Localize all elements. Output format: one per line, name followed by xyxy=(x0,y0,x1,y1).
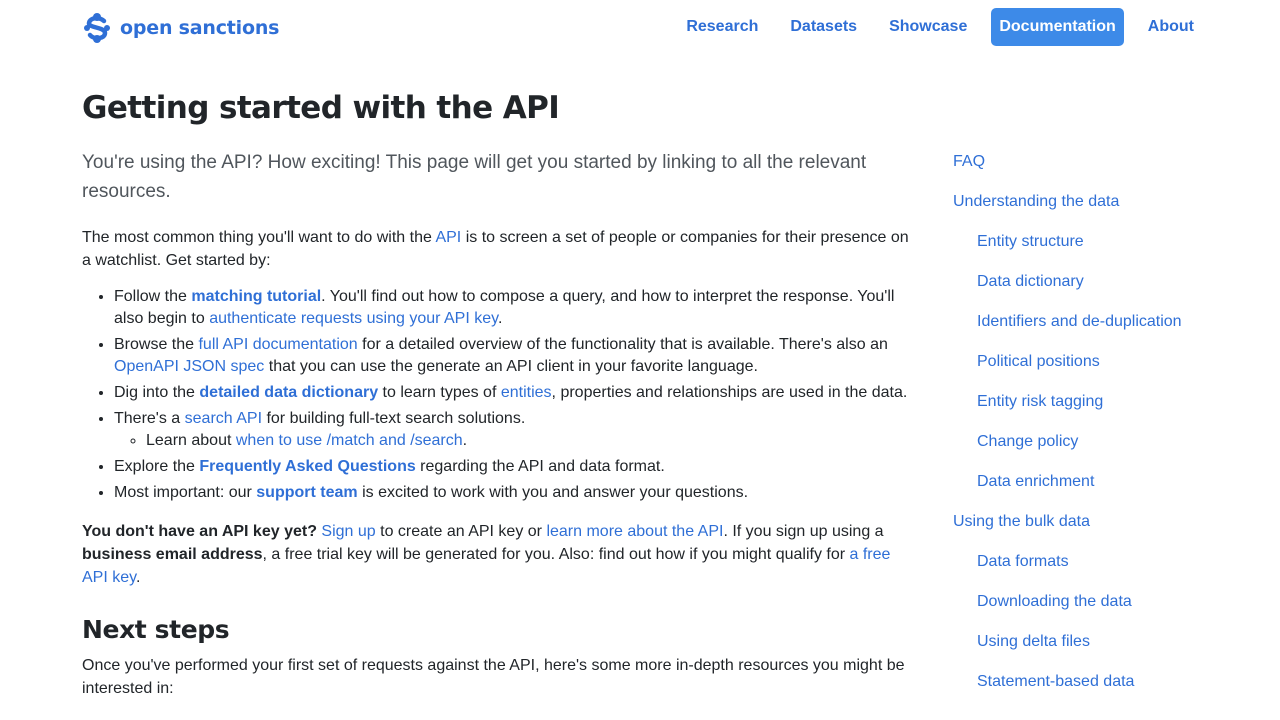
authenticate-requests-link[interactable]: authenticate requests using your API key xyxy=(209,310,498,327)
page-title: Getting started with the API xyxy=(82,90,560,126)
list-text: that you can use the generate an API client in your favorite language. xyxy=(264,358,758,375)
toc-change-policy[interactable]: Change policy xyxy=(977,433,1079,450)
search-api-link[interactable]: search API xyxy=(184,410,263,427)
site-header xyxy=(0,0,1280,60)
list-item xyxy=(114,408,917,452)
list-text: Explore the xyxy=(114,458,200,475)
nokey-text: , a free trial key will be generated for you. Also: find out how if you might qualify for xyxy=(262,546,850,563)
list-item xyxy=(146,430,917,452)
entities-link[interactable]: entities xyxy=(500,384,552,401)
list-text: to learn types of xyxy=(378,384,501,401)
toc-entity-structure[interactable]: Entity structure xyxy=(977,233,1084,250)
learn-more-api-link[interactable]: learn more about the API xyxy=(546,523,724,540)
list-item xyxy=(114,286,917,330)
toc-data-dictionary[interactable]: Data dictionary xyxy=(977,273,1084,290)
support-team-link[interactable]: support team xyxy=(256,484,358,501)
toc-identifiers-deduplication[interactable]: Identifiers and de-duplication xyxy=(977,313,1182,330)
api-link[interactable]: API xyxy=(435,229,462,246)
intro-paragraph xyxy=(82,226,917,272)
next-steps-heading: Next steps xyxy=(82,615,230,644)
main-nav xyxy=(662,8,1202,46)
full-api-docs-link[interactable]: full API documentation xyxy=(198,336,358,353)
data-dictionary-link[interactable]: detailed data dictionary xyxy=(199,384,379,401)
nav-datasets[interactable]: Datasets xyxy=(790,18,858,35)
nokey-text: . If you sign up using a xyxy=(723,523,884,540)
intro-text: The most common thing you'll want to do with the xyxy=(82,229,436,246)
list-text: is excited to work with you and answer your questions. xyxy=(357,484,749,501)
nav-about[interactable]: About xyxy=(1147,18,1194,35)
list-item xyxy=(114,456,917,478)
matching-tutorial-link[interactable]: matching tutorial xyxy=(191,288,322,305)
toc-political-positions[interactable]: Political positions xyxy=(977,353,1100,370)
list-text: . xyxy=(497,310,503,327)
match-vs-search-link[interactable]: when to use /match and /search xyxy=(235,432,463,449)
sign-up-link[interactable]: Sign up xyxy=(321,523,376,540)
nav-showcase[interactable]: Showcase xyxy=(889,18,968,35)
openapi-spec-link[interactable]: OpenAPI JSON spec xyxy=(114,358,265,375)
toc-data-enrichment[interactable]: Data enrichment xyxy=(977,473,1095,490)
toc-downloading-data[interactable]: Downloading the data xyxy=(977,593,1132,610)
toc-faq[interactable]: FAQ xyxy=(953,153,986,170)
nokey-text: to create an API key or xyxy=(375,523,547,540)
no-key-heading: You don't have an API key yet? xyxy=(82,523,317,540)
docs-sidebar-nav xyxy=(953,150,1193,710)
main-content xyxy=(82,88,917,714)
getting-started-list xyxy=(82,286,917,504)
list-text: , properties and relationships are used in the data. xyxy=(551,384,908,401)
list-text: Dig into the xyxy=(114,384,200,401)
toc-using-delta-files[interactable]: Using delta files xyxy=(977,633,1090,650)
toc-statement-based-data[interactable]: Statement-based data xyxy=(977,673,1135,690)
toc-data-formats[interactable]: Data formats xyxy=(977,553,1069,570)
sub-list xyxy=(114,430,917,452)
list-text: . xyxy=(462,432,468,449)
intro-text-2: is to screen a set of people or companies for their presence on a watchlist. Get started by: xyxy=(82,229,909,269)
site-logo-link[interactable] xyxy=(82,12,279,44)
faq-link[interactable]: Frequently Asked Questions xyxy=(199,458,416,475)
toc-entity-risk-tagging[interactable]: Entity risk tagging xyxy=(977,393,1104,410)
list-item xyxy=(114,382,917,404)
lead-paragraph: You're using the API? How exciting! This page will get you started by linking to all the relevant resources. xyxy=(82,152,867,202)
list-text: for a detailed overview of the functionality that is available. There's also an xyxy=(357,336,888,353)
list-text: Most important: our xyxy=(114,484,257,501)
list-text: Follow the xyxy=(114,288,192,305)
list-item xyxy=(114,482,917,504)
no-api-key-paragraph xyxy=(82,520,917,589)
nav-documentation[interactable]: Documentation xyxy=(991,8,1123,46)
next-steps-paragraph: Once you've performed your first set of requests against the API, here's some more in-depth resources you might be interested in: xyxy=(82,657,905,697)
list-text: regarding the API and data format. xyxy=(415,458,665,475)
list-text: There's a xyxy=(114,410,185,427)
brand-name: open sanctions xyxy=(120,17,280,39)
toc-understanding-the-data[interactable]: Understanding the data xyxy=(953,193,1120,210)
free-api-key-link[interactable]: a free API key xyxy=(82,546,891,586)
list-item xyxy=(114,334,917,378)
nokey-text: . xyxy=(135,569,141,586)
nav-research[interactable]: Research xyxy=(686,18,759,35)
opensanctions-logo-icon xyxy=(82,12,112,44)
list-text: for building full-text search solutions. xyxy=(262,410,526,427)
list-text: Browse the xyxy=(114,336,199,353)
business-email-text: business email address xyxy=(82,546,263,563)
list-text: Learn about xyxy=(146,432,236,449)
toc-using-bulk-data[interactable]: Using the bulk data xyxy=(953,513,1090,530)
list-text: . You'll find out how to compose a query, and how to interpret the response. You'll also begin to xyxy=(114,288,895,327)
